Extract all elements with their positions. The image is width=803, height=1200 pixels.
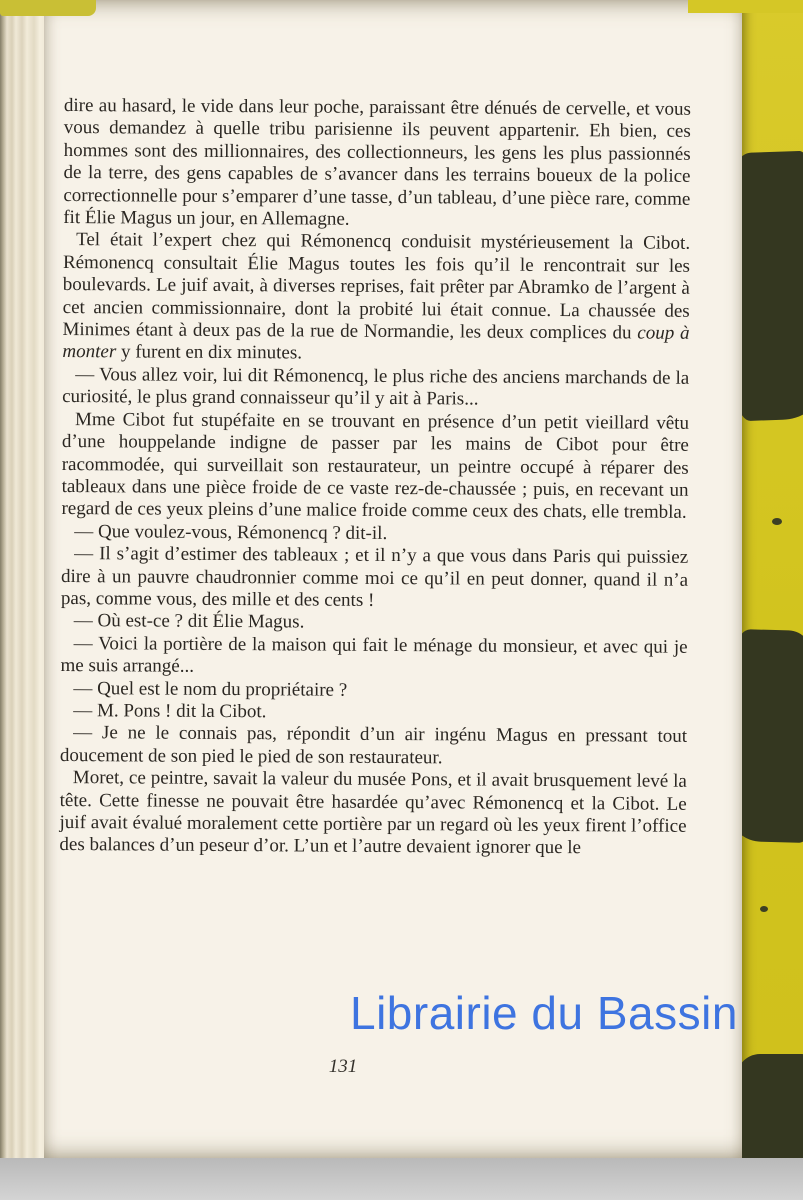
text-segment: — Vous allez voir, lui dit Rémonencq, le plus riche des anciens marchands de la curiosité, le plus grand connaisseur qu’il y ait à Paris...: [62, 363, 690, 410]
paragraph: [59, 767, 687, 860]
text-segment: dire au hasard, le vide dans leur poche, paraissant être dénués de cervelle, et vous vous demandez à quelle tribu parisienne ils peuvent appartenir. Eh bien, ces hommes sont des millionnaires, des collectionneurs, les gens les plus passionnés de la terre, des gens capables de s’avancer dans les terrains boueux de la police correctionnelle pour s’emparer d’une tasse, d’un tableau, d’une pièce rare, comme fit Élie Magus un jour, en Allemagne.: [63, 95, 691, 230]
text-segment: — M. Pons ! dit la Cibot.: [73, 700, 267, 723]
paragraph: [61, 543, 688, 614]
text-segment: Tel était l’expert chez qui Rémonencq conduisit mystérieusement la Cibot. Rémonencq consultait Élie Magus toutes les fois qu’il le rencontrait sur les boulevards. Le juif avait, à diverses reprises, fait prêter par Abramko de l’argent à cet ancien commissionnaire, dont la probité lui était connue. La chaussée des Minimes étant à deux pas de la rue de Normandie, les deux complices du: [62, 229, 691, 344]
text-segment: — Voici la portière de la maison qui fait le ménage du monsieur, et avec qui je me suis arrangé...: [60, 632, 688, 677]
text-segment: — Que voulez-vous, Rémonencq ? dit-il.: [74, 520, 388, 544]
paragraph: [62, 229, 690, 367]
book-cover-top-left: [0, 0, 96, 16]
page-text: [59, 95, 691, 861]
text-segment: — Où est-ce ? dit Élie Magus.: [73, 610, 305, 633]
cover-pattern-patch: [742, 629, 803, 843]
paragraph: [63, 95, 691, 233]
book-cover-right: [742, 0, 803, 1164]
cover-pattern-patch: [742, 1054, 803, 1162]
text-segment: Moret, ce peintre, savait la valeur du musée Pons, et il avait brusquement levé la tête. Cette finesse ne pouvait être hasardée qu’avec Rémonencq et la Cibot. Le juif avait évalué moralement cette portière par un regard où les yeux firent l’office des balances d’un peseur d’or. L’un et l’autre devaient ignorer que le: [59, 767, 687, 859]
text-segment: Mme Cibot fut stupéfaite en se trouvant en présence d’un petit vieillard vêtu d’une houppelande indigne de passer par les mains de Cibot pour être racommodée, qui surveillait son restaurateur, un peintre occupé à réparer des tableaux dans une pièce froide de ce vaste rez-de-chaussée ; puis, en recevant un regard de ces yeux pleins d’une malice froide comme ceux des chats, elle trembla.: [61, 408, 690, 524]
italic-text-segment: coup à monter: [62, 322, 690, 363]
page-number: 131: [328, 1056, 358, 1077]
cover-pattern-patch: [742, 151, 803, 422]
cover-pattern-speck: [760, 906, 768, 912]
cover-pattern-speck: [772, 518, 782, 525]
text-segment: — Quel est le nom du propriétaire ?: [73, 677, 348, 701]
paragraph: [60, 722, 687, 771]
text-segment: — Il s’agit d’estimer des tableaux ; et il n’y a que vous dans Paris qui puissiez dire à un pauvre chaudronnier comme moi ce qu’il en peut donner, quand il n’a pas, comme vous, des mille et des cents !: [60, 543, 689, 611]
book-cover-top-right: [688, 0, 803, 13]
watermark-text: Librairie du Bassin: [350, 987, 738, 1039]
text-segment: y furent en dix minutes.: [116, 341, 303, 364]
table-surface: [0, 1158, 803, 1200]
paragraph: [61, 409, 689, 525]
paragraph: [60, 633, 687, 682]
book-pages-edge: [0, 0, 46, 1160]
text-segment: — Je ne le connais pas, répondit d’un air ingénu Magus en pressant tout doucement de son pied le pied de son restaurateur.: [59, 722, 688, 769]
paragraph: [62, 364, 689, 413]
